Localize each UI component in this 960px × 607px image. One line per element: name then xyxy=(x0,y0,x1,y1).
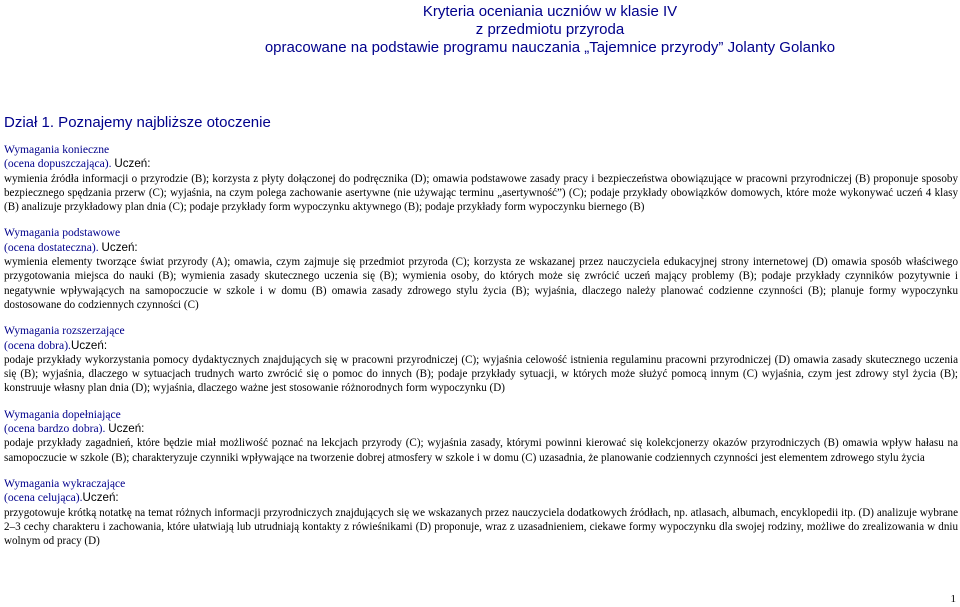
page-number: 1 xyxy=(950,593,956,605)
uczen-label: Uczeń: xyxy=(101,240,138,254)
requirement-section-konieczne xyxy=(4,143,958,214)
grade-line xyxy=(4,491,958,505)
grade-line xyxy=(4,157,958,171)
requirement-level: Wymagania dopełniające xyxy=(4,407,121,421)
title-line-3: opracowane na podstawie programu nauczania „Tajemnice przyrody” Jolanty Golanko xyxy=(264,39,836,56)
requirement-text: podaje przykłady zagadnień, które będzie miał możliwość poznać na lekcjach przyrody (C); wyjaśnia zasady, którymi powinni kierować się kolekcjonerzy okazów przyrodniczych (B) omawia wpływ hałasu na samopoczucie w szkole (B); charakteryzuje czynniki wpływające na tworzenie dobrej atmosfery w szkole i w domu (C) uzasadnia, że planowanie codziennych czynności jest elementem zdrowego stylu życia xyxy=(4,437,958,464)
requirement-section-dopelniajace xyxy=(4,408,958,465)
title-line-1: Kryteria oceniania uczniów w klasie IV xyxy=(422,3,678,20)
requirement-section-wykraczajace xyxy=(4,477,958,548)
document-title xyxy=(0,3,960,57)
grade-line xyxy=(4,241,958,255)
grade-label: (ocena dopuszczająca). xyxy=(4,157,115,171)
uczen-label: Uczeń: xyxy=(114,157,151,171)
grade-line xyxy=(4,339,958,353)
grade-label: (ocena dobra). xyxy=(4,338,71,352)
grade-label: (ocena celująca). xyxy=(4,491,83,505)
requirement-text: przygotowuje krótką notatkę na temat różnych informacji przyrodniczych znajdujących się we wskazanych przez nauczyciela dodatkowych źródłach, np. atlasach, albumach, encyklopedii itp. (D) analizuje wybrane 2–3 cechy charakteru i zachowania, które ułatwiają lub utrudniają kontakty z rówieśnikami (D) proponuje, wraz z uzasadnieniem, ciekawe formy wypoczynku dla swojej rodziny, możliwe do zrealizowania w dniu wolnym od pracy (D) xyxy=(4,506,958,548)
requirement-section-podstawowe xyxy=(4,226,958,312)
grade-label: (ocena bardzo dobra). xyxy=(4,422,109,436)
requirement-text: wymienia źródła informacji o przyrodzie (B); korzysta z płyty dołączonej do podręcznika (D); omawia podstawowe zasady pracy i bezpieczeństwa obowiązujące w pracowni przyrodniczej (B) proponuje sposoby bezpiecznego spędzania przerw (C); wyjaśnia, na czym polega zachowanie asertywne (nie używając terminu „asertywność”) (C); podaje przykłady obowiązków domowych, które może wykonywać uczeń 4 klasy (B) analizuje przykładowy plan dnia (C); podaje przykłady form wypoczynku aktywnego (B); podaje przykłady form wypoczynku biernego (B) xyxy=(4,172,958,214)
requirement-section-rozszerzajace xyxy=(4,324,958,395)
requirement-level: Wymagania konieczne xyxy=(4,143,110,156)
section-heading: Dział 1. Poznajemy najbliższe otoczenie xyxy=(4,114,271,131)
requirement-level: Wymagania rozszerzające xyxy=(4,324,125,338)
requirement-text: wymienia elementy tworzące świat przyrody (A); omawia, czym zajmuje się przedmiot przyroda (C); korzysta ze wskazanej przez nauczyciela edukacyjnej strony internetowej (D) omawia sposób właściwego przygotowania miejsca do nauki (B); wymienia zasady skutecznego uczenia się (B); wymienia osoby, do których może się zwrócić uczeń mający problemy (B); podaje przykłady czynników pozytywnie i negatywnie wpływających na samopoczucie w szkole i w domu (B) omawia zasady zdrowego stylu życia (B); wyjaśnia, dlaczego należy planować codzienne czynności (B); planuje formy wypoczynku dostosowane do codziennych czynności (C) xyxy=(4,256,958,311)
grade-line xyxy=(4,422,958,436)
uczen-label: Uczeń: xyxy=(70,338,108,352)
requirement-text: podaje przykłady wykorzystania pomocy dydaktycznych znajdujących się w pracowni przyrodniczej (C); wyjaśnia celowość istnienia regulaminu pracowni przyrodniczej (D) omawia zasady skutecznego uczenia się (B); wyjaśnia, dlaczego w sytuacjach trudnych warto zwrócić się o pomoc do innych (B); podaje przykłady sytuacji, w których może służyć pomocą innym (C) wyjaśnia, czym jest zdrowy styl życia (B); konstruuje własny plan dnia (D); wyjaśnia, dlaczego ważne jest stosowanie różnorodnych form wypoczynku (D) xyxy=(4,353,958,395)
uczen-label: Uczeń: xyxy=(108,422,145,436)
uczen-label: Uczeń: xyxy=(82,491,119,505)
requirements-list xyxy=(4,143,958,560)
title-line-2: z przedmiotu przyroda xyxy=(475,21,625,38)
requirement-level: Wymagania wykraczające xyxy=(4,476,126,490)
grade-label: (ocena dostateczna). xyxy=(4,240,102,254)
requirement-level: Wymagania podstawowe xyxy=(4,226,121,240)
